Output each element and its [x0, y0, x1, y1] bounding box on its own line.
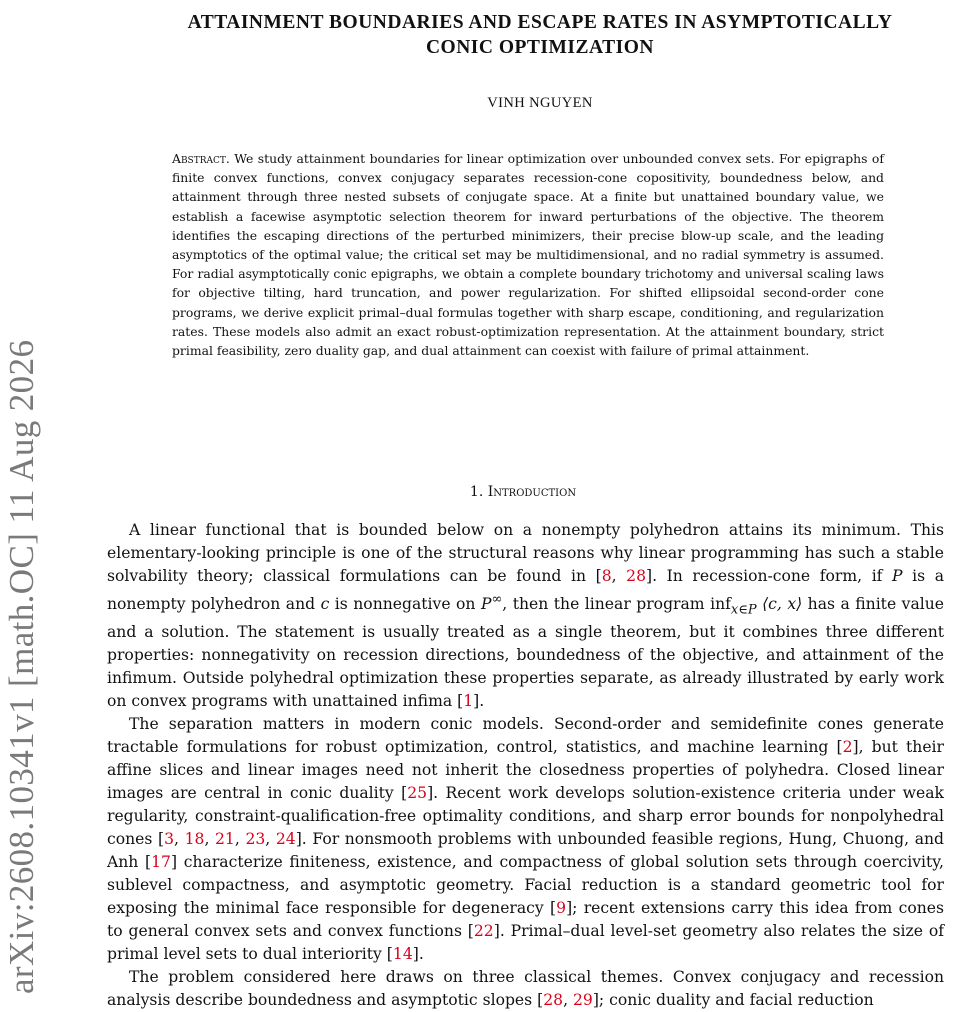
title-line-1: ATTAINMENT BOUNDARIES AND ESCAPE RATES IN ASYMPTOTICALLY [187, 12, 893, 33]
section-title: Introduction [487, 484, 577, 500]
citation-separator: , [204, 830, 216, 849]
math-expression: ⟨c, x⟩ [762, 595, 803, 614]
text-run: The problem considered here draws on three classical themes. Convex conjugacy and recession analysis describe boundedness and asymptotic slopes [ [107, 968, 944, 1010]
author-name: VINH NGUYEN [487, 95, 593, 111]
text-run: ] characterize finiteness, existence, and compactness of global solution sets through coercivity, sublevel compactness, and asymptotic geometry. Facial reduction is a standard geometric tool for exposing the minimal face responsible for degeneracy [ [107, 853, 945, 918]
citation-link[interactable]: 24 [275, 830, 296, 849]
title-line-2: CONIC OPTIMIZATION [425, 37, 655, 58]
arxiv-identifier-stamp: arXiv:2608.10341v1 [math.OC] 11 Aug 2026 [2, 339, 41, 994]
abstract-label: Abstract. [172, 151, 230, 166]
text-run: has a finite value and a solution. The statement is usually treated as a single theorem, but it combines three different properties: nonnegativity on recession directions, boundedness of the objective, and attainment of the infimum. Outside polyhedral optimization these properties separate, as already illustrated by early work on convex programs with unattained infima [ [107, 595, 945, 711]
math-superscript: ∞ [491, 592, 503, 607]
citation-link[interactable]: 21 [215, 830, 235, 849]
citation-link[interactable]: 1 [463, 692, 474, 711]
text-run: ]. Primal–dual level-set geometry also relates the size of primal level sets to dual interiority [ [107, 922, 944, 964]
citation-link[interactable]: 28 [626, 567, 647, 585]
text-run: A linear functional that is bounded below on a nonempty polyhedron attains its minimum. This elementary-looking principle is one of the structural reasons why linear programming has such a stable solvability theory; classical formulations can be found in [ [107, 521, 944, 585]
citation-separator: , [563, 991, 573, 1010]
math-symbol: P [892, 567, 903, 585]
citation-link[interactable]: 22 [473, 922, 494, 941]
citation-link[interactable]: 23 [245, 830, 266, 849]
text-run: ]. [412, 945, 424, 964]
citation-link[interactable]: 3 [164, 830, 175, 849]
citation-link[interactable]: 25 [407, 784, 428, 803]
abstract-text: We study attainment boundaries for linear optimization over unbounded convex sets. For epigraphs of finite convex functions, convex conjugacy separates recession-cone copositivity, boundedness below, and attainment through three nested subsets of conjugate space. At a finite but unattained boundary value, we establish a facewise asymptotic selection theorem for inward perturbations of the objective. The theorem identifies the escaping directions of the perturbed minimizers, their precise blow-up scale, and the leading asymptotics of the optimal value; the critical set may be multidimensional, and no radial symmetry is assumed. For radial asymptotically conic epigraphs, we obtain a complete boundary trichotomy and universal scaling laws for objective tilting, hard truncation, and power regularization. For shifted ellipsoidal second-order cone programs, we derive explicit primal–dual formulas together with sharp escape, conditioning, and regularization rates. These models also admit an exact robust-optimization representation. At the attainment boundary, strict primal feasibility, zero duality gap, and dual attainment can coexist with failure of primal attainment. [172, 151, 884, 359]
paragraph-1 [107, 519, 944, 713]
citation-link[interactable]: 17 [151, 853, 171, 872]
text-run: is a nonempty polyhedron and [107, 567, 945, 614]
text-run: ]; conic duality and facial reduction [592, 991, 874, 1010]
text-run: ]; recent extensions carry this idea from cones to general convex sets and convex functions [ [107, 899, 944, 941]
math-operator: inf [710, 595, 731, 614]
citation-link[interactable]: 18 [184, 830, 205, 849]
section-heading [80, 484, 957, 500]
citation-link[interactable]: 8 [601, 567, 612, 585]
text-run: ], but their affine slices and linear images need not inherit the closedness properties of polyhedra. Closed linear images are central in conic duality [ [107, 738, 944, 803]
citation-link[interactable]: 9 [556, 899, 567, 918]
text-run: ]. In recession-cone form, if [646, 567, 893, 585]
citation-link[interactable]: 28 [543, 991, 564, 1010]
abstract [172, 149, 884, 360]
citation-link[interactable]: 29 [572, 991, 593, 1010]
text-run: is nonnegative on [329, 595, 481, 614]
citation-link[interactable]: 14 [392, 945, 413, 964]
text-run: ]. [473, 692, 485, 711]
section-number: 1. [469, 484, 484, 500]
citation-separator: , [234, 830, 246, 849]
paragraph-3 [107, 966, 944, 1012]
text-run: ]. For nonsmooth problems with unbounded feasible regions, Hung, Chuong, and Anh [ [107, 830, 945, 872]
math-symbol: P [480, 595, 492, 614]
paper-title [80, 10, 957, 60]
citation-separator: , [265, 830, 276, 849]
paragraph-2 [107, 713, 944, 966]
text-run: , [611, 567, 627, 585]
citation-link[interactable]: 2 [842, 738, 853, 757]
text-run: The separation matters in modern conic models. Second-order and semidefinite cones generate tractable formulations for robust optimization, control, statistics, and machine learning [ [107, 715, 944, 757]
citation-separator: , [174, 830, 185, 849]
body-text [107, 519, 944, 1012]
math-symbol: c [320, 595, 330, 614]
text-run: , then the linear program [502, 595, 711, 614]
math-subscript: x∈P [730, 602, 757, 618]
text-run: ]. Recent work develops solution-existence criteria under weak regularity, constraint-qualification-free optimality conditions, and sharp error bounds for nonpolyhedral cones [ [107, 784, 944, 849]
